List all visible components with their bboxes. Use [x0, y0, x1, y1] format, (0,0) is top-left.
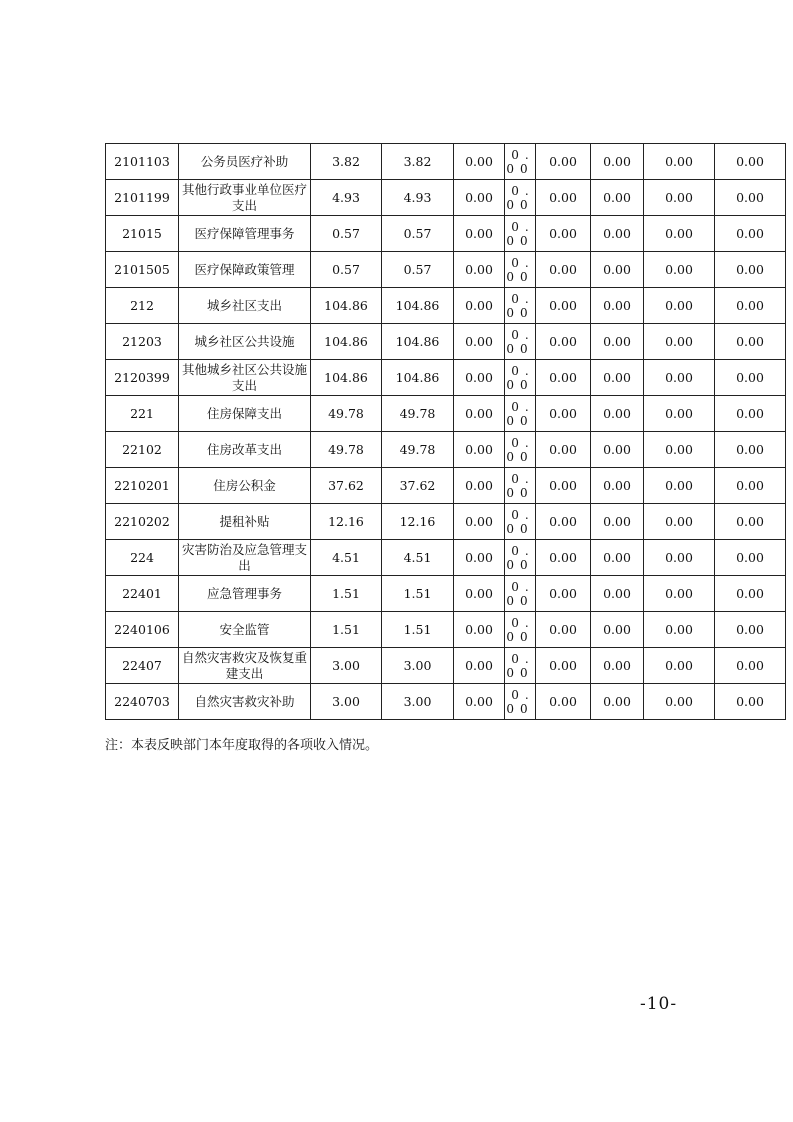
subject-code-cell: 2240106: [106, 612, 179, 648]
subject-code-cell: 2210202: [106, 504, 179, 540]
col6-cell: 0.00: [591, 648, 644, 684]
col3-cell: 0.00: [454, 540, 505, 576]
col6-cell: 0.00: [591, 144, 644, 180]
col7-cell: 0.00: [644, 180, 715, 216]
current-year-cell: 0.57: [382, 252, 454, 288]
col4-cell: 0.00: [505, 216, 536, 252]
table-note: 注：本表反映部门本年度取得的各项收入情况。: [105, 738, 379, 753]
total-cell: 1.51: [311, 612, 382, 648]
col4-cell: 0.00: [505, 144, 536, 180]
col7-cell: 0.00: [644, 684, 715, 720]
col4-cell: 0.00: [505, 396, 536, 432]
col8-cell: 0.00: [715, 396, 786, 432]
current-year-cell: 104.86: [382, 288, 454, 324]
col3-cell: 0.00: [454, 144, 505, 180]
budget-table: [105, 143, 786, 720]
col4-cell: 0.00: [505, 324, 536, 360]
subject-name-cell: 医疗保障管理事务: [179, 216, 311, 252]
current-year-cell: 37.62: [382, 468, 454, 504]
table-row: [106, 180, 786, 216]
current-year-cell: 1.51: [382, 612, 454, 648]
col6-cell: 0.00: [591, 504, 644, 540]
subject-code-cell: 2101199: [106, 180, 179, 216]
col4-cell: 0.00: [505, 288, 536, 324]
col4-cell: 0.00: [505, 360, 536, 396]
subject-code-cell: 2101505: [106, 252, 179, 288]
col3-cell: 0.00: [454, 576, 505, 612]
total-cell: 104.86: [311, 360, 382, 396]
col7-cell: 0.00: [644, 144, 715, 180]
col5-cell: 0.00: [536, 252, 591, 288]
subject-code-cell: 224: [106, 540, 179, 576]
subject-name-cell: 住房保障支出: [179, 396, 311, 432]
col7-cell: 0.00: [644, 324, 715, 360]
col6-cell: 0.00: [591, 324, 644, 360]
total-cell: 3.00: [311, 648, 382, 684]
total-cell: 12.16: [311, 504, 382, 540]
page-number: -10-: [640, 994, 678, 1014]
current-year-cell: 3.82: [382, 144, 454, 180]
col6-cell: 0.00: [591, 540, 644, 576]
col8-cell: 0.00: [715, 144, 786, 180]
col7-cell: 0.00: [644, 252, 715, 288]
col8-cell: 0.00: [715, 180, 786, 216]
subject-name-cell: 住房公积金: [179, 468, 311, 504]
col8-cell: 0.00: [715, 612, 786, 648]
table-row: [106, 540, 786, 576]
col4-cell: 0.00: [505, 252, 536, 288]
total-cell: 0.57: [311, 216, 382, 252]
col8-cell: 0.00: [715, 468, 786, 504]
col3-cell: 0.00: [454, 216, 505, 252]
subject-name-cell: 提租补贴: [179, 504, 311, 540]
col4-cell: 0.00: [505, 180, 536, 216]
current-year-cell: 4.51: [382, 540, 454, 576]
col4-cell: 0.00: [505, 432, 536, 468]
col8-cell: 0.00: [715, 216, 786, 252]
col3-cell: 0.00: [454, 180, 505, 216]
subject-code-cell: 22407: [106, 648, 179, 684]
col3-cell: 0.00: [454, 288, 505, 324]
col6-cell: 0.00: [591, 360, 644, 396]
col8-cell: 0.00: [715, 576, 786, 612]
col8-cell: 0.00: [715, 540, 786, 576]
col5-cell: 0.00: [536, 468, 591, 504]
subject-name-cell: 其他城乡社区公共设施支出: [179, 360, 311, 396]
col3-cell: 0.00: [454, 324, 505, 360]
col5-cell: 0.00: [536, 360, 591, 396]
subject-name-cell: 城乡社区支出: [179, 288, 311, 324]
table-row: [106, 612, 786, 648]
col6-cell: 0.00: [591, 216, 644, 252]
table-row: [106, 684, 786, 720]
col7-cell: 0.00: [644, 396, 715, 432]
col3-cell: 0.00: [454, 648, 505, 684]
col5-cell: 0.00: [536, 576, 591, 612]
subject-name-cell: 灾害防治及应急管理支出: [179, 540, 311, 576]
total-cell: 104.86: [311, 288, 382, 324]
subject-code-cell: 212: [106, 288, 179, 324]
subject-name-cell: 住房改革支出: [179, 432, 311, 468]
col6-cell: 0.00: [591, 432, 644, 468]
col7-cell: 0.00: [644, 576, 715, 612]
subject-code-cell: 2120399: [106, 360, 179, 396]
table-row: [106, 576, 786, 612]
col4-cell: 0.00: [505, 576, 536, 612]
col8-cell: 0.00: [715, 504, 786, 540]
subject-name-cell: 自然灾害救灾及恢复重建支出: [179, 648, 311, 684]
col7-cell: 0.00: [644, 288, 715, 324]
subject-code-cell: 22102: [106, 432, 179, 468]
table-row: [106, 288, 786, 324]
col5-cell: 0.00: [536, 216, 591, 252]
table-row: [106, 432, 786, 468]
subject-code-cell: 2210201: [106, 468, 179, 504]
col8-cell: 0.00: [715, 360, 786, 396]
subject-name-cell: 自然灾害救灾补助: [179, 684, 311, 720]
col8-cell: 0.00: [715, 432, 786, 468]
col7-cell: 0.00: [644, 432, 715, 468]
col8-cell: 0.00: [715, 324, 786, 360]
col4-cell: 0.00: [505, 468, 536, 504]
col4-cell: 0.00: [505, 612, 536, 648]
col6-cell: 0.00: [591, 180, 644, 216]
col3-cell: 0.00: [454, 432, 505, 468]
col4-cell: 0.00: [505, 540, 536, 576]
col6-cell: 0.00: [591, 684, 644, 720]
col4-cell: 0.00: [505, 648, 536, 684]
col8-cell: 0.00: [715, 288, 786, 324]
col6-cell: 0.00: [591, 396, 644, 432]
total-cell: 3.82: [311, 144, 382, 180]
col7-cell: 0.00: [644, 360, 715, 396]
col7-cell: 0.00: [644, 216, 715, 252]
total-cell: 0.57: [311, 252, 382, 288]
subject-code-cell: 21015: [106, 216, 179, 252]
col5-cell: 0.00: [536, 684, 591, 720]
table-body: [106, 144, 786, 720]
col4-cell: 0.00: [505, 684, 536, 720]
col6-cell: 0.00: [591, 252, 644, 288]
subject-code-cell: 21203: [106, 324, 179, 360]
subject-name-cell: 医疗保障政策管理: [179, 252, 311, 288]
col5-cell: 0.00: [536, 540, 591, 576]
table-row: [106, 468, 786, 504]
col8-cell: 0.00: [715, 648, 786, 684]
col4-cell: 0.00: [505, 504, 536, 540]
subject-name-cell: 应急管理事务: [179, 576, 311, 612]
table-row: [106, 252, 786, 288]
current-year-cell: 49.78: [382, 396, 454, 432]
current-year-cell: 4.93: [382, 180, 454, 216]
current-year-cell: 104.86: [382, 360, 454, 396]
table-row: [106, 396, 786, 432]
col5-cell: 0.00: [536, 612, 591, 648]
col5-cell: 0.00: [536, 180, 591, 216]
col5-cell: 0.00: [536, 288, 591, 324]
table-row: [106, 648, 786, 684]
table-row: [106, 324, 786, 360]
col3-cell: 0.00: [454, 684, 505, 720]
col5-cell: 0.00: [536, 432, 591, 468]
col3-cell: 0.00: [454, 252, 505, 288]
col5-cell: 0.00: [536, 144, 591, 180]
total-cell: 4.93: [311, 180, 382, 216]
subject-name-cell: 城乡社区公共设施: [179, 324, 311, 360]
col8-cell: 0.00: [715, 252, 786, 288]
col7-cell: 0.00: [644, 612, 715, 648]
subject-code-cell: 2240703: [106, 684, 179, 720]
col3-cell: 0.00: [454, 396, 505, 432]
col5-cell: 0.00: [536, 324, 591, 360]
subject-code-cell: 2101103: [106, 144, 179, 180]
current-year-cell: 3.00: [382, 648, 454, 684]
table-row: [106, 144, 786, 180]
current-year-cell: 12.16: [382, 504, 454, 540]
col6-cell: 0.00: [591, 576, 644, 612]
subject-name-cell: 公务员医疗补助: [179, 144, 311, 180]
current-year-cell: 49.78: [382, 432, 454, 468]
total-cell: 104.86: [311, 324, 382, 360]
table-row: [106, 504, 786, 540]
col6-cell: 0.00: [591, 612, 644, 648]
col3-cell: 0.00: [454, 504, 505, 540]
total-cell: 49.78: [311, 396, 382, 432]
col7-cell: 0.00: [644, 504, 715, 540]
current-year-cell: 3.00: [382, 684, 454, 720]
col6-cell: 0.00: [591, 288, 644, 324]
total-cell: 37.62: [311, 468, 382, 504]
col5-cell: 0.00: [536, 504, 591, 540]
subject-name-cell: 安全监管: [179, 612, 311, 648]
total-cell: 1.51: [311, 576, 382, 612]
col5-cell: 0.00: [536, 396, 591, 432]
col3-cell: 0.00: [454, 612, 505, 648]
total-cell: 49.78: [311, 432, 382, 468]
subject-code-cell: 22401: [106, 576, 179, 612]
col7-cell: 0.00: [644, 468, 715, 504]
total-cell: 4.51: [311, 540, 382, 576]
col7-cell: 0.00: [644, 540, 715, 576]
col3-cell: 0.00: [454, 360, 505, 396]
col7-cell: 0.00: [644, 648, 715, 684]
col5-cell: 0.00: [536, 648, 591, 684]
table-row: [106, 360, 786, 396]
col3-cell: 0.00: [454, 468, 505, 504]
current-year-cell: 0.57: [382, 216, 454, 252]
current-year-cell: 104.86: [382, 324, 454, 360]
total-cell: 3.00: [311, 684, 382, 720]
col8-cell: 0.00: [715, 684, 786, 720]
subject-name-cell: 其他行政事业单位医疗支出: [179, 180, 311, 216]
table-row: [106, 216, 786, 252]
subject-code-cell: 221: [106, 396, 179, 432]
col6-cell: 0.00: [591, 468, 644, 504]
current-year-cell: 1.51: [382, 576, 454, 612]
